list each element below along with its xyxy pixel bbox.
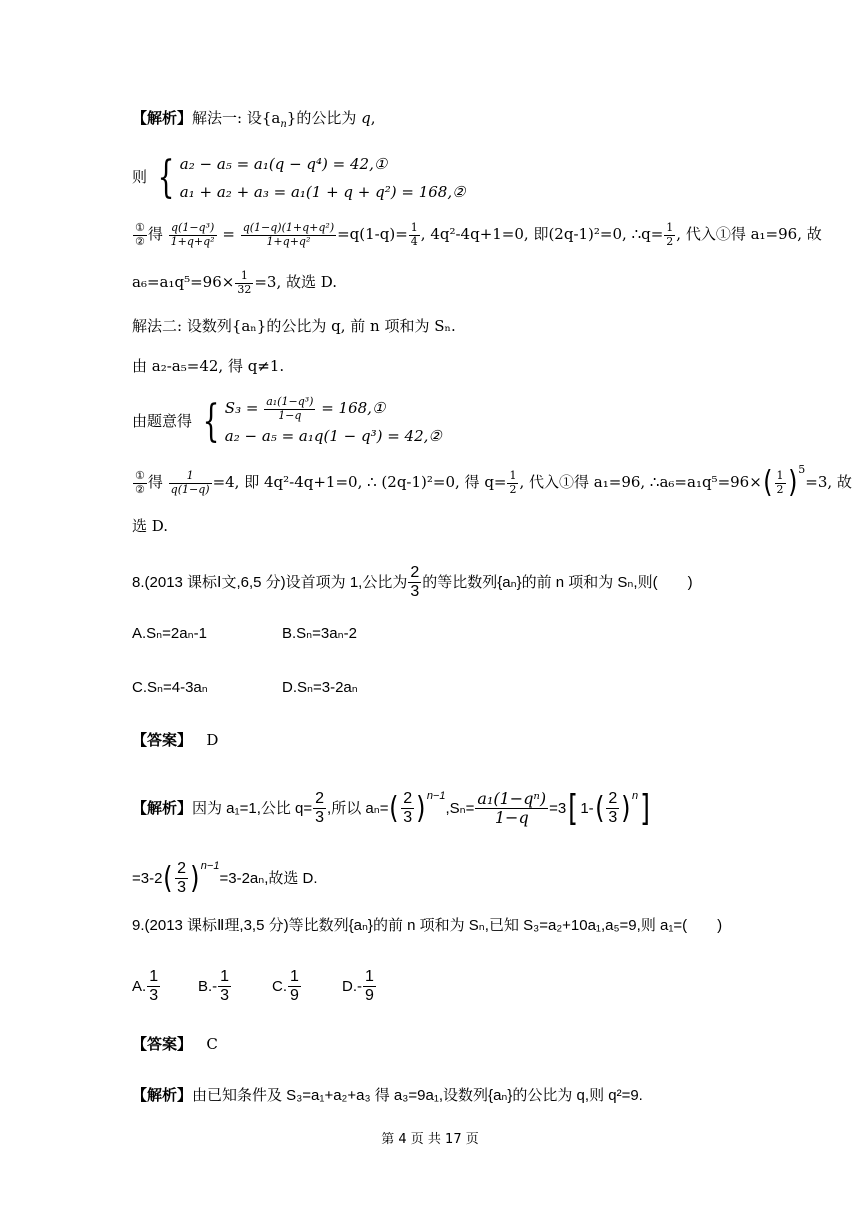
p7-system-1: 则 { a₂ − a₅ = a₁(q − q⁴) = 42,① a₁ + a₂ + a₃ = a₁(1 + q + q²) = 168,② bbox=[132, 150, 466, 206]
q9-solution: 【解析】由已知条件及 S₃=a₁+a₂+a₃ 得 a₃=9a₁,设数列{aₙ}的公比为 q,则 q²=9. bbox=[132, 1087, 643, 1104]
q8-solution-2: =3-2( $\frac{2}{3}$ )$^{n-1}$=3-2aₙ,故选 D. bbox=[132, 859, 318, 897]
p7-a6-line: a₆=a₁q⁵=96× $\frac{1}{32}$ =3, 故选 D. bbox=[132, 269, 338, 296]
q8-option-d: D.Sₙ=3-2aₙ bbox=[282, 679, 358, 696]
q8-stem: 8.(2013 课标Ⅰ文,6,5 分)设首项为 1,公比为 $\frac{2}{3}$ 的等比数列{aₙ}的前 n 项和为 Sₙ,则( ) bbox=[132, 564, 693, 601]
q8-option-a: A.Sₙ=2aₙ-1 bbox=[132, 625, 207, 642]
p7-eq1: a₂ − a₅ = a₁(q − q⁴) = 42,① bbox=[179, 155, 388, 173]
q9-stem: 9.(2013 课标Ⅱ理,3,5 分)等比数列{aₙ}的前 n 项和为 Sₙ,已知 S₃=a₂+10a₁,a₅=9,则 a₁=( ) bbox=[132, 917, 723, 934]
p7-ratio-line: $\frac{\text{①}}{\text{②}}$ 得 $\frac{\text{q(1−q³)}}{\text{1+q+q²}}$ = $\frac{\text{q(1−q)(1+q+q²)}}{\text{1+q+q²}}$ =q(1-q)= $\frac{1}{4}$ , 4q²-4q+1=0, 即(2q-1)²=0, ∴q= $\frac{1}{2}$ , 代入①得 a₁=96, 故 bbox=[135, 221, 822, 248]
q9-option-a: A. $\frac{1}{3}$ bbox=[132, 968, 159, 1005]
q9-option-b: B.- $\frac{1}{3}$ bbox=[198, 968, 230, 1005]
p7-eq2: a₁ + a₂ + a₃ = a₁(1 + q + q²) = 168,② bbox=[179, 183, 466, 201]
q8-option-c: C.Sₙ=4-3aₙ bbox=[132, 679, 208, 696]
q9-answer: 【答案】 C bbox=[132, 1035, 218, 1053]
p7-ratio2-line: $\frac{\text{①}}{\text{②}}$ 得 $\frac{1}{q(1-q)}$ =4, 即 4q²-4q+1=0, ∴ (2q-1)²=0, 得 q= $\frac{1}{2}$ , 代入①得 a₁=96, ∴a₆=a₁q⁵=96×( $\frac{1}{2}$ )$^5$=3, 故 bbox=[135, 463, 852, 501]
p7-xuan: 选 D. bbox=[132, 517, 169, 535]
q9-option-d: D.- $\frac{1}{9}$ bbox=[342, 968, 374, 1005]
p7-method2-b: 由 a₂-a₅=42, 得 q≠1. bbox=[132, 357, 285, 375]
q8-solution-1: 【解析】因为 a₁=1,公比 q= $\frac{2}{3}$ ,所以 aₙ=( $\frac{2}{3}$ )$^{n-1}$,Sₙ= $\frac{\text{a₁(1−qⁿ)}}{1-q}$ =3[ 1-( $\frac{2}{3}$ )$^n$] bbox=[132, 787, 651, 829]
q8-option-b: B.Sₙ=3aₙ-2 bbox=[282, 625, 357, 642]
p7-method2: 解法二: 设数列{aₙ}的公比为 q, 前 n 项和为 Sₙ. bbox=[132, 317, 456, 335]
q8-answer: 【答案】 D bbox=[132, 731, 219, 749]
q9-option-c: C. $\frac{1}{9}$ bbox=[272, 968, 299, 1005]
p7-method1-intro: 【解析】解法一: 设$\{a_n\}$的公比为 q, bbox=[132, 109, 376, 130]
page-footer: 第 4 页 共 17 页 bbox=[381, 1132, 479, 1147]
p7-eq4: a₂ − a₅ = a₁q(1 − q³) = 42,② bbox=[224, 427, 442, 446]
p7-system-2: 由题意得 { S₃ = $\frac{\text{a₁(1−q³)}}{1-q}$ = 168,① a₂ − a₅ = a₁q(1 − q³) = 42,② bbox=[132, 394, 442, 450]
jiexi-label: 【解析】 bbox=[132, 109, 193, 127]
